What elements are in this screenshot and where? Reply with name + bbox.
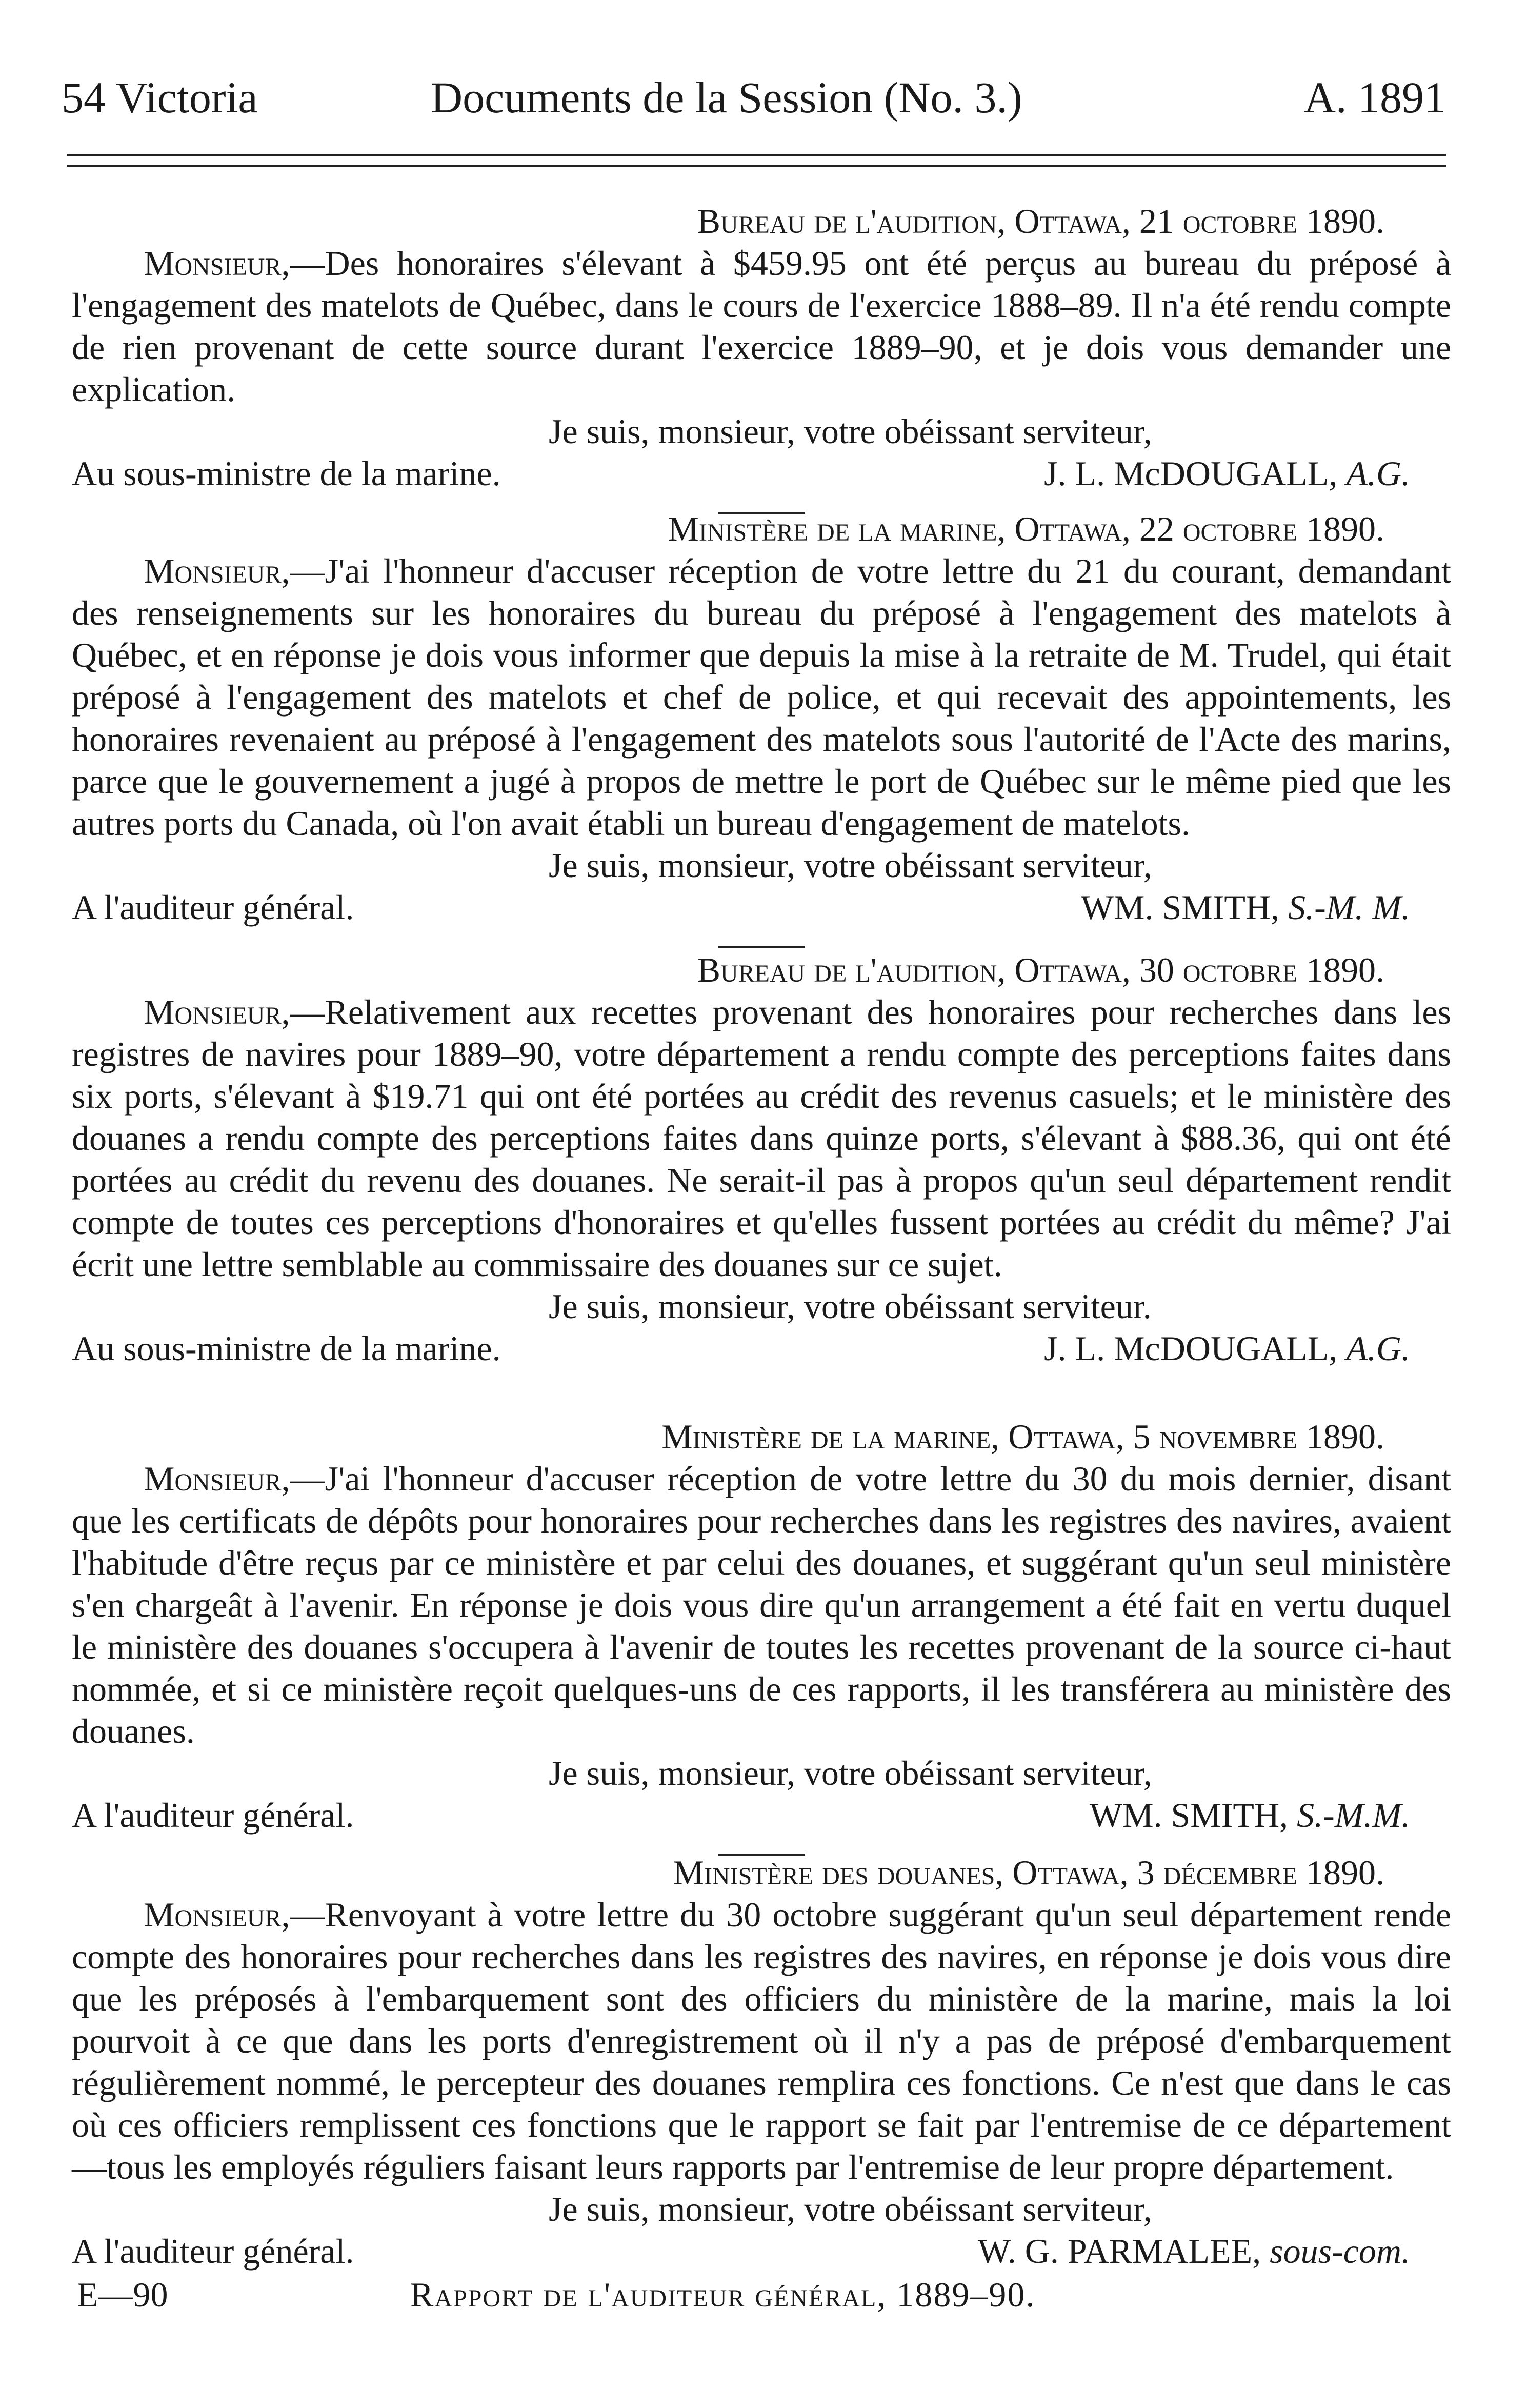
letter-text: —J'ai l'honneur d'accuser réception de votre lettre du 21 du courant, demandant des renseignements sur les honoraires du bureau du préposé à l'engagement des matelots à Québec, et en réponse je dois vous informer que depuis la mise à la retraite de M. Trudel, qui était préposé à l'engagement des matelots et chef de police, et qui recevait des appointements, les honoraires revenaient au préposé à l'engagement des matelots sous l'autorité de l'Acte des marins, parce que le gouvernement a jugé à propos de mettre le port de Québec sur le même pied que les autres ports du Canada, où l'on avait établi un bureau d'engagement de matelots. [72,551,1451,843]
letter-1 [72,200,1451,534]
signatory-name: J. L. McDOUGALL, [1044,454,1338,493]
letter-addressee: Au sous-ministre de la marine. [72,454,501,493]
letter-2 [72,508,1451,968]
letter-body [72,242,1451,410]
letter-salutation: Monsieur, [144,551,290,590]
letter-addressee: Au sous-ministre de la marine. [72,1329,501,1368]
header-rule-bottom [67,165,1446,167]
letter-salutation: Monsieur, [144,1459,290,1498]
letter-signature [1044,1327,1410,1369]
letter-body [72,1894,1451,2188]
signatory-title: A.G. [1346,1329,1410,1368]
letter-5 [72,1852,1451,2272]
signature-row [72,452,1451,494]
signatory-name: J. L. McDOUGALL, [1044,1329,1338,1368]
signatory-title: S.-M. M. [1288,888,1410,927]
signatory-title: sous-com. [1270,2232,1410,2271]
letter-body [72,550,1451,844]
signatory-title: S.-M.M. [1297,1796,1410,1835]
letter-closing: Je suis, monsieur, votre obéissant serviteur. [549,1287,1152,1326]
letter-salutation: Monsieur, [144,244,290,283]
letter-text: —J'ai l'honneur d'accuser réception de votre lettre du 30 du mois dernier, disant que les certificats de dépôts pour honoraires pour recherches dans les registres des navires, avaient l'habitude d'être reçus par ce ministère et par celui des douanes, et suggérant qu'un seul ministère s'en chargeât à l'avenir. En réponse je dois vous dire qu'un arrangement a été fait en vertu duquel le ministère des douanes s'occupera à l'avenir de toutes les recettes provenant de la source ci-haut nommée, et si ce ministère reçoit quelques-uns de ces rapports, il les transférera au ministère des douanes. [72,1459,1451,1750]
letter-salutation: Monsieur, [144,1895,290,1934]
signatory-name: WM. SMITH, [1080,888,1280,927]
signatory-name: W. G. PARMALEE, [977,2232,1261,2271]
signatory-name: WM. SMITH, [1089,1796,1289,1835]
page-header [62,72,1446,133]
letter-3 [72,949,1451,1369]
letter-body [72,991,1451,1285]
letter-closing: Je suis, monsieur, votre obéissant serviteur, [549,1754,1152,1793]
letter-closing: Je suis, monsieur, votre obéissant serviteur, [549,846,1152,885]
signatory-title: A.G. [1346,454,1410,493]
letter-signature [1044,452,1410,494]
header-rule-top [67,154,1446,156]
letter-text: —Des honoraires s'élevant à $459.95 ont été perçus au bureau du préposé à l'engagement des matelots de Québec, dans le cours de l'exercice 1888–89. Il n'a été rendu compte de rien provenant de cette source durant l'exercice 1889–90, et je dois vous demander une explication. [72,244,1451,409]
letter-closing: Je suis, monsieur, votre obéissant serviteur, [549,2190,1152,2228]
letter-4 [72,1416,1451,1876]
footer-page-code: E—90 [77,2275,168,2314]
letter-signature [1081,886,1410,928]
signature-row [72,1327,1451,1369]
letter-text: —Relativement aux recettes provenant des honoraires pour recherches dans les registres de navires pour 1889–90, votre département a rendu compte des perceptions faites dans six ports, s'élevant à $19.71 qui ont été portées au crédit des revenus casuels; et le ministère des douanes a rendu compte des perceptions faites dans quinze ports, s'élevant à $88.36, qui ont été portées au crédit du revenu des douanes. Ne serait-il pas à propos qu'un seul département rendit compte de toutes ces perceptions d'honoraires et qu'elles fussent portées au crédit du même? J'ai écrit une lettre semblable au commissaire des douanes sur ce sujet. [72,992,1451,1284]
letter-closing: Je suis, monsieur, votre obéissant serviteur, [549,412,1152,451]
letter-dateline: Bureau de l'audition, Ottawa, 30 octobre 1890. [697,950,1384,989]
letter-dateline: Ministère des douanes, Ottawa, 3 décembre 1890. [673,1853,1384,1892]
letter-dateline: Bureau de l'audition, Ottawa, 21 octobre 1890. [697,202,1384,241]
signature-row [72,1794,1451,1836]
letter-signature [978,2230,1410,2272]
signature-row [72,886,1451,928]
letter-body [72,1458,1451,1752]
letter-addressee: A l'auditeur général. [72,1796,354,1835]
header-year: A. 1891 [1303,73,1446,122]
letter-salutation: Monsieur, [144,992,290,1031]
footer-report-title: Rapport de l'auditeur général, 1889–90. [410,2275,1036,2314]
letter-dateline: Ministère de la marine, Ottawa, 5 novembre 1890. [661,1417,1384,1456]
letter-addressee: A l'auditeur général. [72,2232,354,2271]
letter-signature [1090,1794,1410,1836]
signature-row [72,2230,1451,2272]
header-title: Documents de la Session (No. 3.) [431,73,1022,122]
letter-text: —Renvoyant à votre lettre du 30 octobre suggérant qu'un seul département rende compte des honoraires pour recherches dans les registres des navires, en réponse je dois vous dire que les préposés à l'embarquement sont des officiers du ministère de la marine, mais la loi pourvoit à ce que dans les ports d'enregistrement où il n'y a pas de préposé d'embarquement régulièrement nommé, le percepteur des douanes remplira ces fonctions. Ce n'est que dans le cas où ces officiers remplissent ces fonctions que le rapport se fait par l'entremise de ce département—tous les employés réguliers faisant leurs rapports par l'entremise de leur propre département. [72,1895,1451,2186]
letter-addressee: A l'auditeur général. [72,888,354,927]
letter-divider [718,946,805,948]
letter-dateline: Ministère de la marine, Ottawa, 22 octobre 1890. [668,509,1384,548]
header-volume: 54 Victoria [62,73,258,122]
